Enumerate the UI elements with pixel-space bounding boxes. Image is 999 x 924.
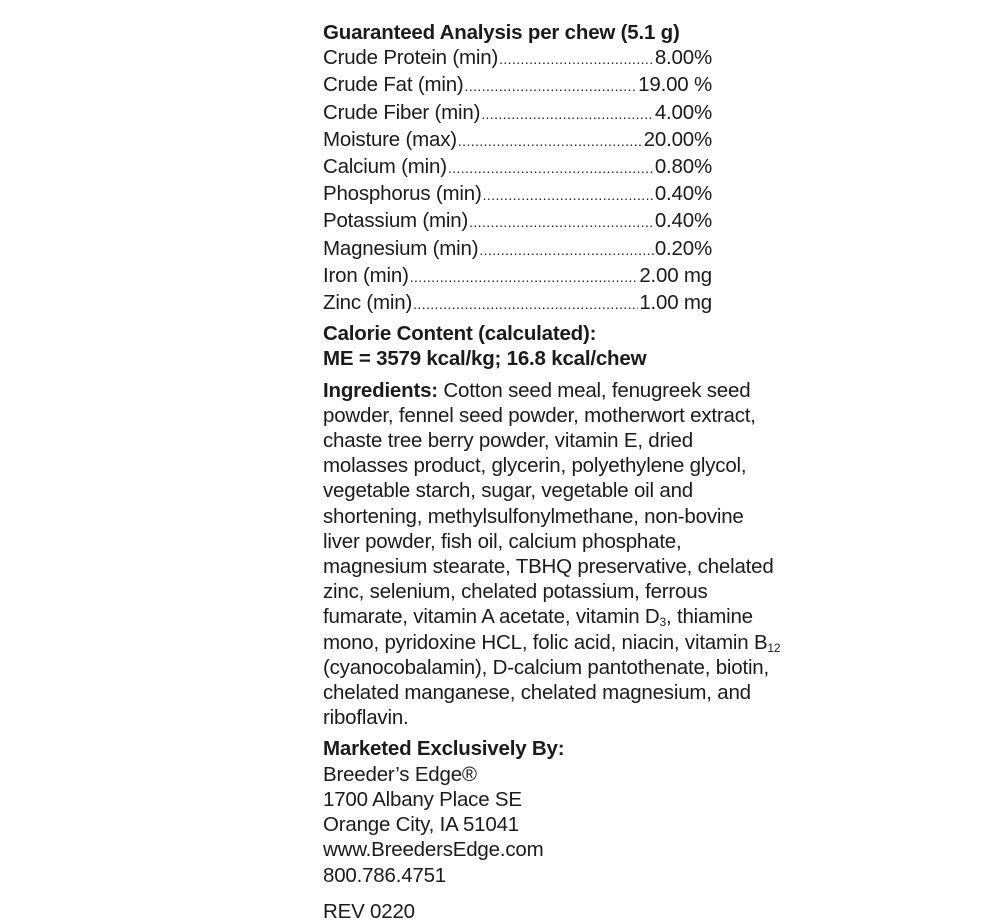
marketer-company: Breeder’s Edge® [323,762,477,786]
analysis-row [323,45,712,72]
dot-leader [479,238,654,263]
ingredients-text: Cotton seed meal, fenugreek seed powder, fennel seed powder, motherwort extract, chaste tree berry powder, vitamin E, dried molasses product, glycerin, polyethylene glycol, vegetable starch, sugar, vegetable oil and shortening, methylsulfonylmethane, non-bovine liver powder, fish oil, calcium phosphate, magnesium stearate, TBHQ preservative, chelated zinc, selenium, chelated potassium, ferrous fumarate, vitamin A acetate, vitamin D [323,378,774,629]
dot-leader [458,129,643,154]
analysis-row-name: Iron (min) [323,263,409,287]
analysis-row [323,154,712,181]
marketer-street: 1700 Albany Place SE [323,787,522,811]
analysis-row-name: Phosphorus (min) [323,182,482,206]
dot-leader [499,47,654,72]
analysis-row-value: 0.40% [654,182,712,206]
product-label [323,20,793,924]
dot-leader [413,292,638,317]
ingredients-label: Ingredients: [323,378,438,402]
ingredients-subscript: 12 [767,640,781,655]
analysis-row-name: Magnesium (min) [323,236,479,260]
analysis-row [323,208,712,235]
analysis-row-value: 0.20% [654,236,712,260]
ingredients-text: (cyanocobalamin), D-calcium pantothenate, biotin, chelated manganese, chelated magnesium, and riboflavin. [323,655,769,730]
analysis-row-name: Crude Fat (min) [323,73,464,97]
analysis-row-value: 1.00 mg [639,291,712,315]
dot-leader [483,183,654,208]
revision-code: REV 0220 [323,899,415,923]
analysis-row [323,100,712,127]
analysis-row-value: 20.00% [643,127,712,151]
analysis-row-value: 4.00% [654,100,712,124]
analysis-row-value: 0.80% [654,155,712,179]
dot-leader [469,210,654,235]
analysis-row [323,181,712,208]
analysis-row [323,72,712,99]
analysis-row [323,290,712,317]
ingredients-text: , thiamine mono, pyridoxine HCL, folic acid, niacin, vitamin B [323,605,768,654]
analysis-row-value: 0.40% [654,209,712,233]
ingredients-paragraph [323,378,783,731]
marketer-address [323,762,793,888]
analysis-row-name: Calcium (min) [323,155,447,179]
analysis-row-name: Potassium (min) [323,209,469,233]
dot-leader [465,74,638,99]
dot-leader [481,102,654,127]
analysis-row-value: 8.00% [654,46,712,70]
analysis-row-name: Moisture (max) [323,127,457,151]
calorie-content-value: ME = 3579 kcal/kg; 16.8 kcal/chew [323,347,647,371]
guaranteed-analysis-table [323,45,793,317]
dot-leader [448,156,654,181]
marketer-city: Orange City, IA 51041 [323,813,519,837]
analysis-row-value: 2.00 mg [639,263,712,287]
marketer-phone: 800.786.4751 [323,863,447,887]
analysis-row [323,236,712,263]
analysis-row-name: Crude Protein (min) [323,46,499,70]
dot-leader [410,265,639,290]
marketer-website: www.BreedersEdge.com [323,838,544,862]
analysis-row [323,263,712,290]
analysis-row [323,127,712,154]
analysis-row-value: 19.00 % [638,73,712,97]
marketed-by-title: Marketed Exclusively By: [323,737,565,761]
analysis-row-name: Crude Fiber (min) [323,100,481,124]
analysis-row-name: Zinc (min) [323,291,413,315]
guaranteed-analysis-title: Guaranteed Analysis per chew (5.1 g) [323,21,680,44]
calorie-content-title: Calorie Content (calculated): [323,322,597,346]
ingredients-subscript: 3 [659,615,666,630]
